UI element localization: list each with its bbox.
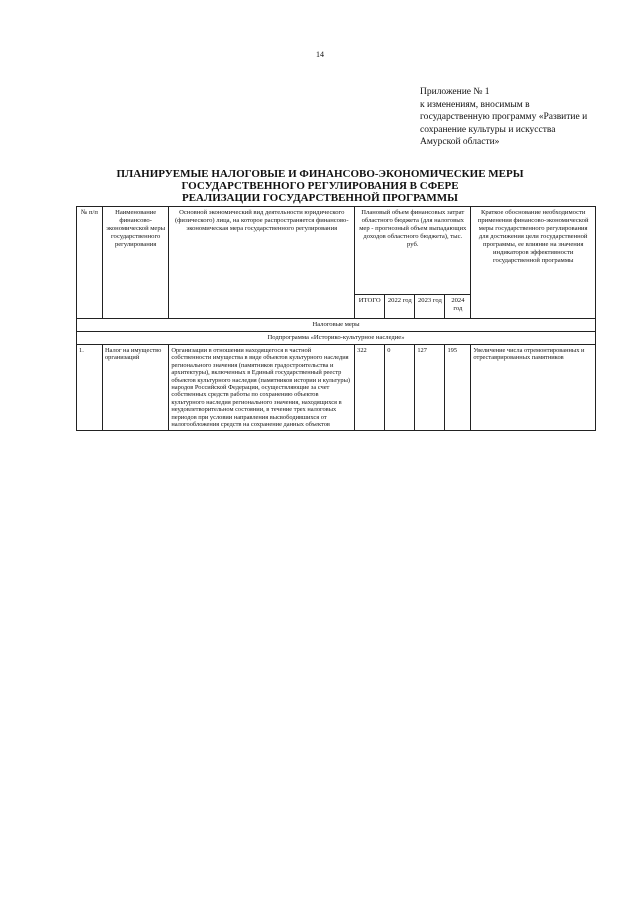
appendix-line: Приложение № 1 <box>420 87 490 97</box>
header-justification: Краткое обоснование необходимости применения финансово-экономической меры государственного регулирования для достижения цели государственной программы, ее влияние на значения индикаторов эффективности государственной программы <box>471 207 596 319</box>
row-measure-name: Налог на имущество организаций <box>102 345 168 431</box>
appendix-note <box>420 86 620 149</box>
title-line: ПЛАНИРУЕМЫЕ НАЛОГОВЫЕ И ФИНАНСОВО-ЭКОНОМИЧЕСКИЕ МЕРЫ <box>116 168 524 180</box>
title-line: РЕАЛИЗАЦИИ ГОСУДАРСТВЕННОЙ ПРОГРАММЫ <box>182 192 458 204</box>
row-activity: Организации в отношении находящегося в частной собственности имущества в виде объектов культурного наследия регионального значения (памятников градостроительства и архитектуры), включенных в Единый государственный реестр объектов культурного наследия (памятников истории и культуры) народов Российской Федерации, осуществляющие за счет собственных средств работы по сохранению объектов культурного наследия регионального значения, находящихся в неудовлетворительном состоянии, в течение трех налоговых периодов при условии направления высвободившихся от налогообложения средств на сохранение данных объектов <box>169 345 355 431</box>
subprogram-label: Подпрограмма «Историко-культурное наследие» <box>77 332 596 345</box>
page-number: 14 <box>316 50 324 59</box>
document-title <box>0 168 640 204</box>
header-measure-name: Наименование финансово-экономической меры государственного регулирования <box>102 207 168 319</box>
subheader-2023: 2023 год <box>415 295 445 319</box>
header-volume: Плановый объем финансовых затрат областного бюджета (для налоговых мер - прогнозный объем выпадающих доходов областного бюджета), тыс. руб. <box>355 207 471 295</box>
subheader-total: ИТОГО <box>355 295 385 319</box>
measures-table <box>76 206 596 431</box>
header-num: № п/п <box>77 207 103 319</box>
row-2024: 195 <box>445 345 471 431</box>
row-justification: Увеличение числа отремонтированных и отреставрированных памятников <box>471 345 596 431</box>
appendix-line: государственную программу «Развитие и <box>420 112 588 122</box>
title-line: ГОСУДАРСТВЕННОГО РЕГУЛИРОВАНИЯ В СФЕРЕ <box>181 180 459 192</box>
subheader-2022: 2022 год <box>385 295 415 319</box>
appendix-line: Амурской области» <box>420 137 500 147</box>
section-label: Налоговые меры <box>77 319 596 332</box>
header-activity: Основной экономический вид деятельности юридического (физического) лица, на которое распространяется финансово-экономическая мера государственного регулирования <box>169 207 355 319</box>
row-2022: 0 <box>385 345 415 431</box>
appendix-line: сохранение культуры и искусства <box>420 124 556 135</box>
row-total: 322 <box>355 345 385 431</box>
table-row <box>77 345 596 431</box>
row-num: 1. <box>77 345 103 431</box>
subheader-2024: 2024 год <box>445 295 471 319</box>
row-2023: 127 <box>415 345 445 431</box>
appendix-line: к изменениям, вносимым в <box>420 99 530 110</box>
